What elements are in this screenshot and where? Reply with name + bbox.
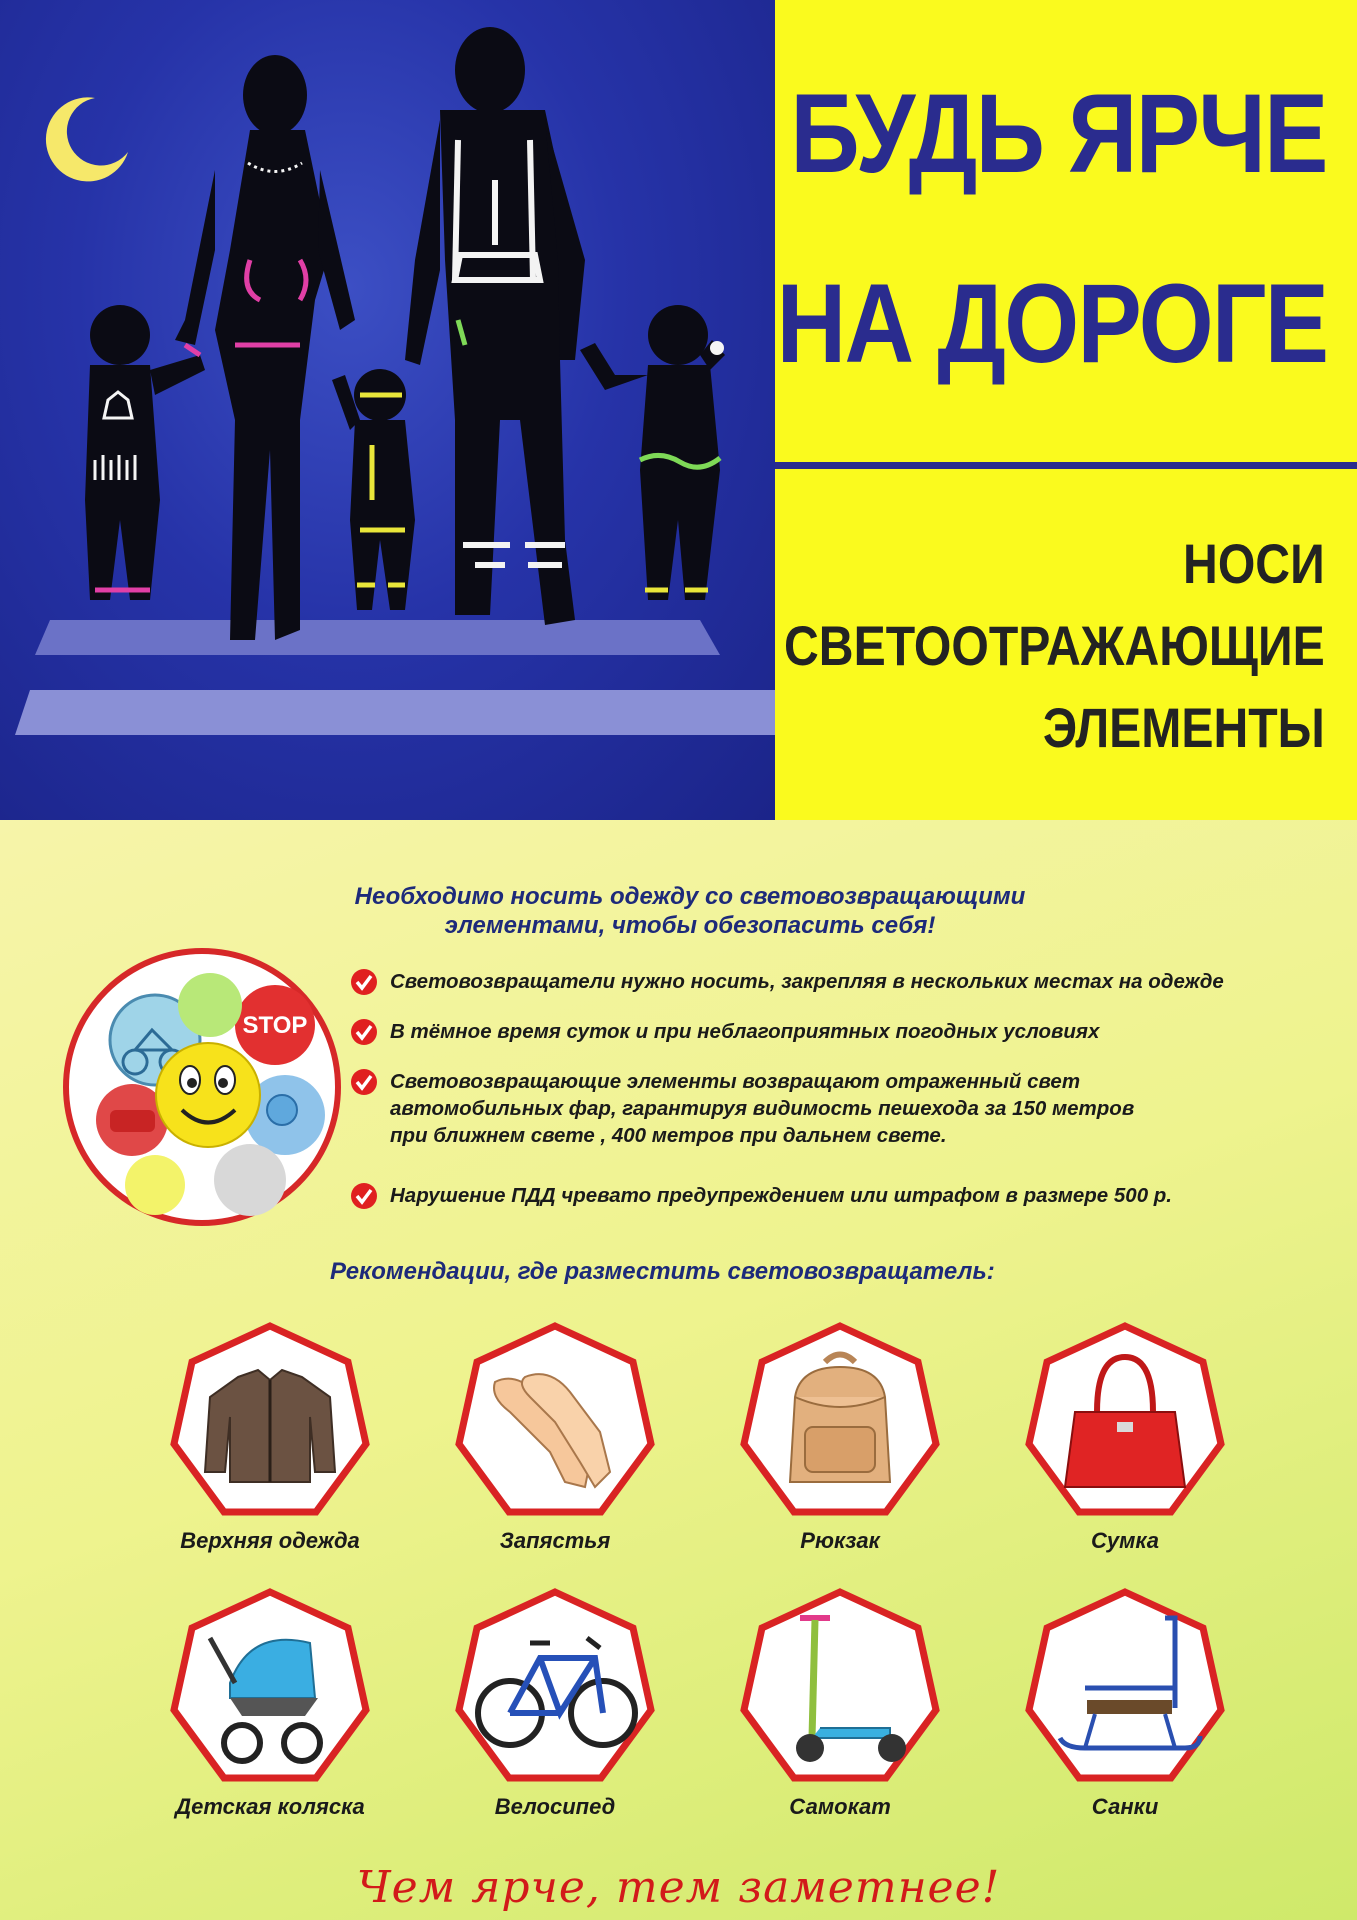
tile-label: Запястья bbox=[499, 1528, 611, 1553]
stop-badge-text: STOP bbox=[242, 1012, 308, 1039]
bullet-text: Световозвращающие элементы возвращают отраженный свет bbox=[390, 1070, 1081, 1093]
recommendation-tile-bicycle bbox=[435, 1588, 675, 1838]
recommendation-tile-sled bbox=[1005, 1588, 1245, 1838]
list-item bbox=[350, 1018, 1330, 1045]
recommendation-tile-scooter bbox=[720, 1588, 960, 1838]
recommendation-tile-wrists bbox=[435, 1322, 675, 1572]
bullet-text: автомобильных фар, гарантируя видимость пешехода за 150 метров bbox=[390, 1097, 1135, 1120]
recommendation-tile-jacket bbox=[150, 1322, 390, 1572]
list-item bbox=[350, 1068, 1330, 1149]
sled-icon bbox=[1025, 1588, 1225, 1788]
tile-label: Самокат bbox=[789, 1794, 891, 1819]
tile-label: Санки bbox=[1091, 1794, 1159, 1819]
page-title-line-2: НА ДОРОГЕ bbox=[776, 261, 1327, 386]
tile-label: Велосипед bbox=[494, 1794, 616, 1819]
recommendations-heading: Рекомендации, где разместить световозвращатель: bbox=[330, 1258, 995, 1285]
night-scene-illustration bbox=[0, 0, 775, 820]
bullet-text: В тёмное время суток и при неблагоприятных погодных условиях bbox=[390, 1020, 1100, 1043]
intro-line-1: Необходимо носить одежду со световозвращающими bbox=[354, 883, 1026, 910]
tile-label: Сумка bbox=[1090, 1528, 1160, 1553]
tile-label: Рюкзак bbox=[800, 1528, 880, 1553]
subtitle-line-3: ЭЛЕМЕНТЫ bbox=[1043, 696, 1325, 759]
jacket-icon bbox=[170, 1322, 370, 1522]
recommendation-tile-stroller bbox=[150, 1588, 390, 1838]
backpack-icon bbox=[740, 1322, 940, 1522]
check-icon bbox=[350, 1018, 378, 1046]
subtitle-line-2: СВЕТООТРАЖАЮЩИЕ bbox=[784, 614, 1325, 677]
stroller-icon bbox=[170, 1588, 370, 1788]
moon-icon bbox=[46, 97, 128, 181]
tile-label: Детская коляска bbox=[175, 1794, 365, 1819]
list-item bbox=[350, 968, 1330, 995]
safety-tips-list bbox=[350, 968, 1330, 1232]
recommendation-tile-backpack bbox=[720, 1322, 960, 1572]
tile-label: Верхняя одежда bbox=[180, 1528, 360, 1553]
footer-slogan: Чем ярче, тем заметнее! bbox=[356, 1862, 1001, 1913]
subtitle-line-1: НОСИ bbox=[1183, 532, 1325, 595]
page-title-line-1: БУДЬ ЯРЧЕ bbox=[790, 71, 1327, 196]
bullet-text: при ближнем свете , 400 метров при дальнем свете. bbox=[390, 1124, 947, 1147]
scooter-icon bbox=[740, 1588, 940, 1788]
intro-text bbox=[300, 882, 1080, 940]
check-icon bbox=[350, 1068, 378, 1096]
bullet-text: Световозвращатели нужно носить, закрепляя в нескольких местах на одежде bbox=[390, 970, 1224, 993]
check-icon bbox=[350, 1182, 378, 1210]
reflector-badges-image bbox=[60, 945, 345, 1230]
list-item bbox=[350, 1182, 1330, 1209]
hands-icon bbox=[455, 1322, 655, 1522]
header-panel bbox=[775, 0, 1357, 820]
check-icon bbox=[350, 968, 378, 996]
handbag-icon bbox=[1025, 1322, 1225, 1522]
intro-line-2: элементами, чтобы обезопасить себя! bbox=[444, 912, 936, 939]
bullet-text: Нарушение ПДД чревато предупреждением или штрафом в размере 500 р. bbox=[390, 1184, 1173, 1207]
header-divider bbox=[775, 462, 1357, 469]
bicycle-icon bbox=[455, 1588, 655, 1788]
recommendation-tile-handbag bbox=[1005, 1322, 1245, 1572]
